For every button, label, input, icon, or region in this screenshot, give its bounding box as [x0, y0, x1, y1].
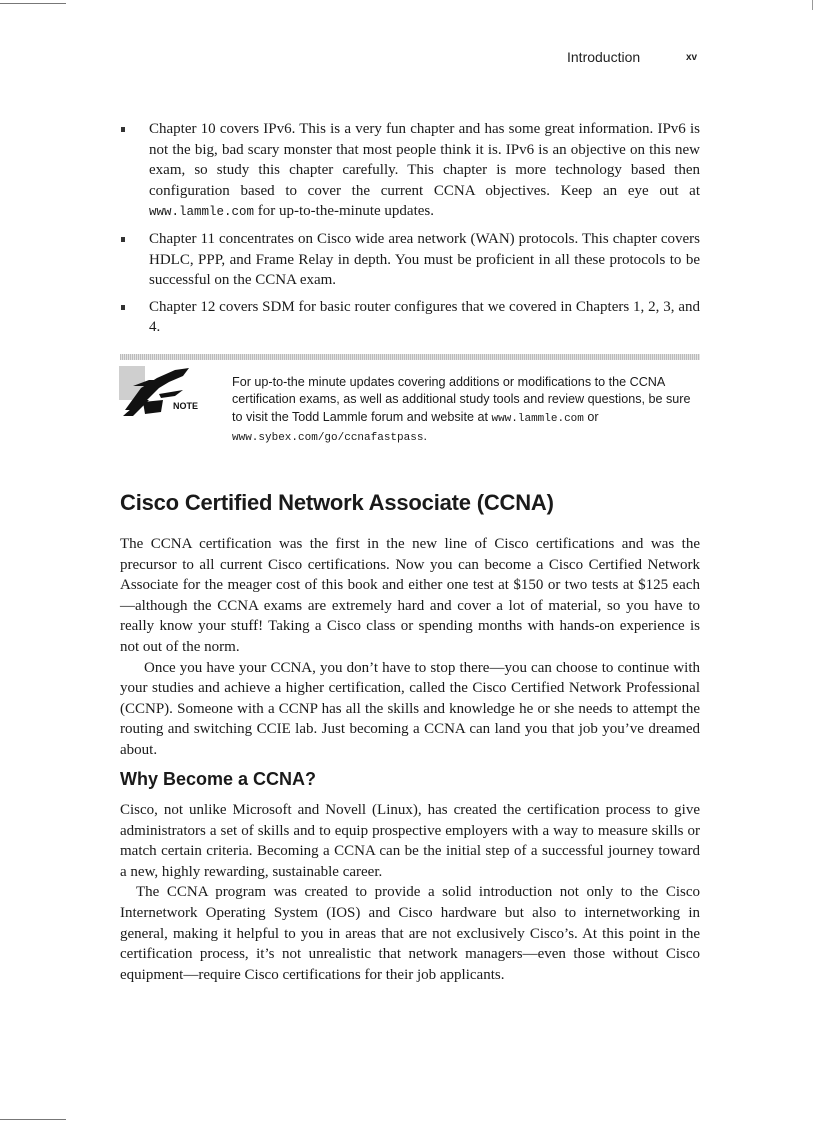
lammle-url: www.lammle.com — [491, 412, 584, 425]
note-text: For up-to-the minute updates covering additions or modifications to the CCNA certification exams, as well as additional study tools and review questions, be sure to visit the Todd Lammle forum and website at www.lammle.com or www.sybex.com/go/ccnafastpass. — [232, 375, 691, 444]
lammle-url: www.lammle.com — [149, 205, 255, 220]
running-head-title: Introduction — [567, 49, 641, 65]
list-item-text: Chapter 12 covers SDM for basic router configures that we covered in Chapters 1, 2, 3, and 4. — [149, 298, 700, 336]
list-item — [120, 297, 700, 338]
bullet-icon — [121, 127, 125, 132]
chapter-bullet-list — [120, 119, 700, 344]
bullet-icon — [121, 305, 125, 310]
paragraph: The CCNA program was created to provide a solid introduction not only to the Cisco Internetwork Operating System (IOS) and Cisco hardware but also to internetworking in general, making it helpful to you in areas that are not exclusively Cisco’s. At this point in the certification process, it’s not unrealistic that network managers—even those without Cisco equipment—require Cisco certifications for their job applicants. — [120, 884, 700, 983]
svg-text:NOTE: NOTE — [173, 401, 199, 411]
crop-mark-bottom-left — [0, 1119, 66, 1120]
section-heading: Cisco Certified Network Associate (CCNA) — [120, 490, 554, 515]
note-icon — [119, 366, 201, 418]
paragraph: Cisco, not unlike Microsoft and Novell (Linux), has created the certification process to give administrators a set of skills and to equip prospective employers with a way to measure skills or match certain criteria. Becoming a CCNA can be the initial step of a successful journey toward a new, highly rewarding, sustainable career. — [120, 802, 700, 880]
running-head — [0, 49, 816, 69]
list-item — [120, 229, 700, 291]
list-item-text: Chapter 10 covers IPv6. This is a very fun chapter and has some great information. IPv6 is not the big, bad scary monster that most people think it is. IPv6 is an objective on this new exam, so study this chapter carefully. This chapter is more technology based then configuration based to cover the current CCNA objectives. Keep an eye out at www.lammle.com for up-to-the-minute updates. — [149, 121, 700, 220]
sybex-url: www.sybex.com/go/ccnafastpass — [232, 431, 424, 444]
paragraph: The CCNA certification was the first in the new line of Cisco certifications and was the precursor to all current Cisco certifications. Now you can become a Cisco Certified Network Associate for the meager cost of this book and either one test at $150 or two tests at $125 each—although the CCNA exams are extremely hard and cover a lot of material, so you have to really know your stuff! Taking a Cisco class or spending months with hands-on experience is not out of the norm. — [120, 536, 700, 655]
crop-mark-top-right — [812, 0, 813, 10]
crop-mark-top-left — [0, 3, 66, 4]
why-ccna-body — [120, 800, 700, 985]
ccna-section-body — [120, 534, 700, 761]
bullet-icon — [121, 237, 125, 242]
page-number: xv — [686, 52, 698, 63]
list-item-text: Chapter 11 concentrates on Cisco wide area network (WAN) protocols. This chapter covers HDLC, PPP, and Frame Relay in depth. You must be proficient in all these protocols to be successful on the CCNA exam. — [149, 230, 700, 289]
subsection-heading: Why Become a CCNA? — [120, 769, 317, 789]
paragraph: Once you have your CCNA, you don’t have to stop there—you can choose to continue with your studies and achieve a higher certification, called the Cisco Certified Network Professional (CCNP). Someone with a CCNP has all the skills and knowledge he or she needs to attempt the routing and switching CCIE lab. Just becoming a CCNA can land you that job you’ve dreamed about. — [120, 659, 700, 758]
list-item — [120, 119, 700, 223]
note-divider — [120, 354, 700, 360]
